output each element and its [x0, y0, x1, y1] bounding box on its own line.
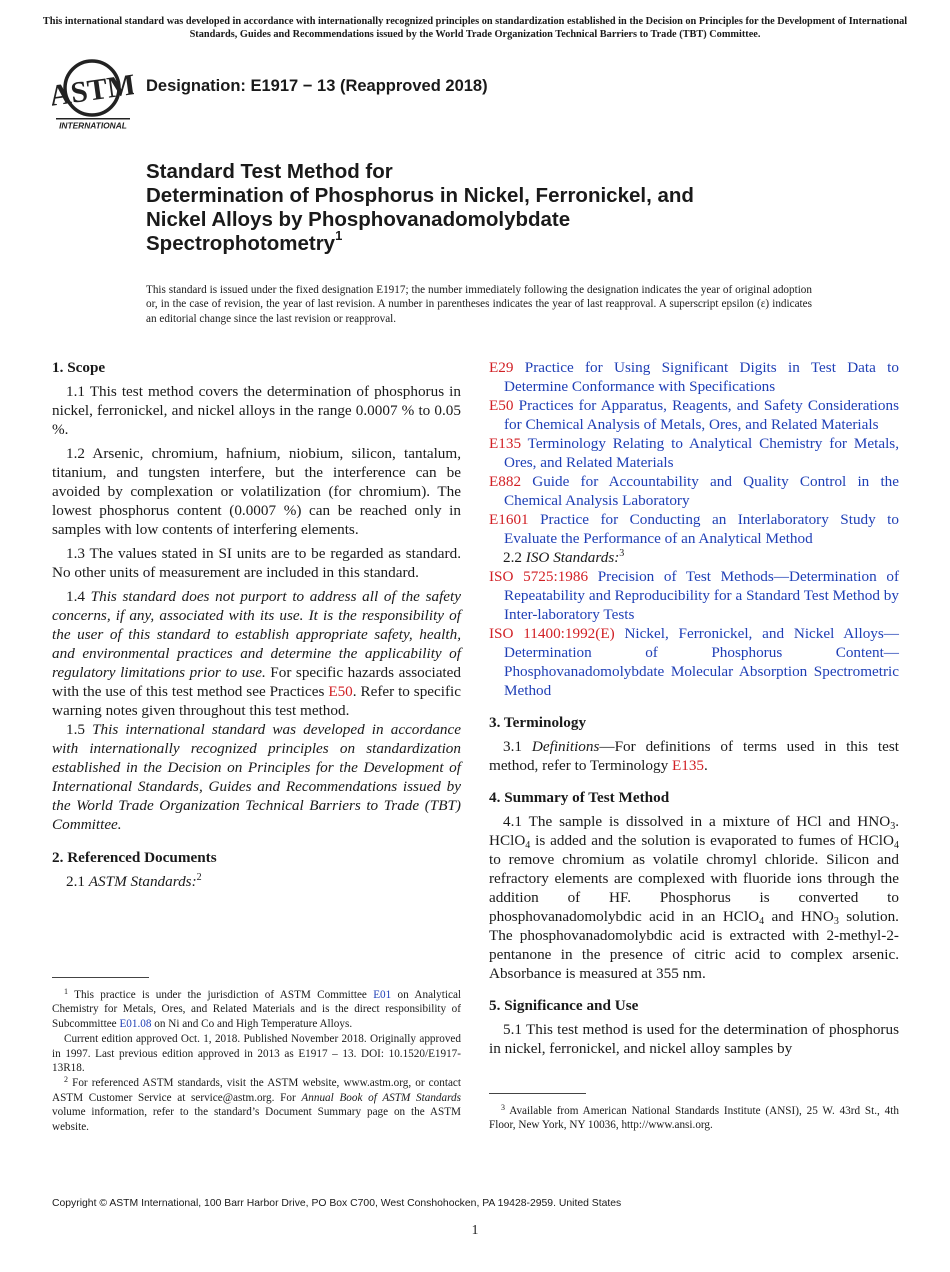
ref-e135[interactable]: E135 Terminology Relating to Analytical Chemistry for Metals, Ores, and Related Materials	[489, 435, 899, 471]
link-e50[interactable]: E50	[328, 683, 353, 700]
referenced-2-1: 2.1 ASTM Standards:$^2$	[66, 872, 202, 890]
designation: Designation: E1917 − 13 (Reapproved 2018)	[146, 77, 488, 95]
ref-e29[interactable]: E29 Practice for Using Significant Digits in Test Data to Determine Conformance with Specifications	[489, 359, 899, 395]
document-title	[146, 160, 866, 256]
scope-heading: 1. Scope	[52, 359, 106, 376]
significance-heading: 5. Significance and Use	[489, 997, 639, 1014]
issuance-note: This standard is issued under the fixed designation E1917; the number immediately following the designation indicates the year of original adoption or, in the case of revision, the year of last revision. A number in parentheses indicates the year of last reapproval. A superscript epsilon (ε) indicates an editorial change since the last revision or reapproval.	[146, 284, 812, 325]
scope-1-4: 1.4 This standard does not purport to address all of the safety concerns, if any, associated with its use. It is the responsibility of the user of this standard to establish appropriate safety, health, and environmental practices and determine the applicability of regulatory limitations prior to use. For specific hazards associated with the use of this test method see Practices E50. Refer to specific warning notes given throughout this test method.	[52, 588, 462, 719]
logo-label: INTERNATIONAL	[59, 120, 127, 131]
top-notice: This international standard was developed in accordance with internationally recognized principles on standardization established in the Decision on Principles for the Development of International Standards, Guides and Recommendations issued by the World Trade Organization Technical Barriers to Trade (TBT) Committee.	[42, 16, 908, 40]
summary-4-1: 4.1 The sample is dissolved in a mixture of HCl and $HNO_3$. HClO$_4$ is added and the solution is evaporated to fumes of HClO$_4$ to remove chromium as volatile chromyl chloride. Silicon and refractory elements are complexed with fluoride ions through the addition of HF. Phosphorus is converted to phosphovanadomolybdic acid in an HClO$_4$ and $HNO_3$ solution. The phosphovanadomolybdic acid is extracted with 2-methyl-2-pentanone in the presence of citric acid to complex arsenic. Absorbance is measured at 355 nm.	[489, 813, 899, 982]
referenced-2-2: 2.2 ISO Standards:$^3$	[503, 548, 625, 566]
svg-text:ASTM: ASTM	[52, 68, 134, 113]
ref-e882[interactable]: E882 Guide for Accountability and Quality Control in the Chemical Analysis Laboratory	[489, 473, 899, 509]
scope-1-5: 1.5 This international standard was developed in accordance with internationally recognized principles on standardization established in the Decision on Principles for the Development of International Standards, Guides and Recommendations issued by the World Trade Organization Technical Barriers to Trade (TBT) Committee.	[52, 721, 462, 833]
scope-1-2: 1.2 Arsenic, chromium, hafnium, niobium, silicon, tantalum, titanium, and tungsten interfere, but the interference can be avoided by complexation or volatilization (for chromium). The lowest phosphorus content (0.0007 %) can be reached only in samples with low contents of interfering elements.	[52, 445, 461, 538]
link-e135[interactable]: E135	[671, 757, 705, 774]
title-line-1: Standard Test Method for	[146, 160, 393, 183]
terminology-3-1: 3.1 Definitions—For definitions of terms used in this test method, refer to Terminology E135.	[489, 738, 900, 774]
footnotes-left	[52, 988, 461, 1135]
astm-logo	[52, 56, 134, 132]
summary-heading: 4. Summary of Test Method	[489, 789, 670, 806]
footnote-1: $^1$ This practice is under the jurisdiction of ASTM Committee E01 on Analytical Chemistry for Metals, Ores, and Related Materials and is the direct responsibility of Subcommittee E01.08 on Ni and Co and High Temperature Alloys.	[52, 987, 462, 1030]
title-footnote-mark: 1	[335, 228, 343, 244]
scope-1-4-italic: This standard does not purport to address all of the safety concerns, if any, associated with its use. It is the responsibility of the user of this standard to establish appropriate safety, health, and environmental practices and determine the applicability of regulatory limitations prior to use.	[52, 588, 462, 681]
title-line-2: Determination of Phosphorus in Nickel, Ferronickel, and	[146, 184, 694, 207]
scope-1-3: 1.3 The values stated in SI units are to be regarded as standard. No other units of measurement are included in this standard.	[52, 545, 461, 581]
link-e01-08[interactable]: E01.08	[119, 1017, 152, 1030]
footnote-2: $^2$ For referenced ASTM standards, visit the ASTM website, www.astm.org, or contact ASTM Customer Service at service@astm.org. For Annual Book of ASTM Standards volume information, refer to the standard’s Document Summary page on the ASTM website.	[52, 1075, 461, 1133]
astm-standards-list	[489, 358, 899, 548]
ref-iso-11400[interactable]: ISO 11400:1992(E) Nickel, Ferronickel, and Nickel Alloys—Determination of Phosphorus Content—Phosphovanadomolybdate Molecular Absorption Spectrometric Method	[489, 625, 899, 699]
ref-e50[interactable]: E50 Practices for Apparatus, Reagents, and Safety Considerations for Chemical Analysis of Metals, Ores, and Related Materials	[489, 397, 899, 433]
footnote-rule	[52, 977, 149, 978]
link-e01[interactable]: E01	[373, 989, 392, 1001]
page-number: 1	[471, 1222, 479, 1237]
footnotes-right	[489, 1104, 899, 1133]
title-line-4: Spectrophotometry	[146, 232, 336, 255]
footnote-edition: Current edition approved Oct. 1, 2018. Published November 2018. Originally approved in 1997. Last previous edition approved in 2013 as E1917 – 13. DOI: 10.1520/E1917-13R18.	[52, 1033, 461, 1075]
footnote-3: $^3$ Available from American National Standards Institute (ANSI), 25 W. 43rd St., 4th Floor, New York, NY 10036, http://www.ansi.org.	[489, 1103, 899, 1132]
scope-1-1: 1.1 This test method covers the determination of phosphorus in nickel, ferronickel, and nickel alloys in the range 0.0007 % to 0.05 %.	[52, 383, 461, 438]
iso-standards-list	[489, 567, 899, 700]
title-line-3: Nickel Alloys by Phosphovanadomolybdate	[146, 208, 571, 231]
footnote-rule-right	[489, 1093, 586, 1094]
terminology-heading: 3. Terminology	[489, 714, 587, 731]
referenced-heading: 2. Referenced Documents	[52, 849, 217, 866]
copyright: Copyright © ASTM International, 100 Barr Harbor Drive, PO Box C700, West Conshohocken, PA 19428-2959. United States	[52, 1198, 622, 1209]
ref-iso-5725[interactable]: ISO 5725:1986 Precision of Test Methods—Determination of Repeatability and Reproducibility for a Standard Test Method by Inter-laboratory Tests	[489, 568, 899, 623]
ref-e1601[interactable]: E1601 Practice for Conducting an Interlaboratory Study to Evaluate the Performance of an Analytical Method	[489, 511, 899, 547]
significance-5-1: 5.1 This test method is used for the determination of phosphorus in nickel, ferronickel, and nickel alloy samples by	[489, 1021, 899, 1057]
